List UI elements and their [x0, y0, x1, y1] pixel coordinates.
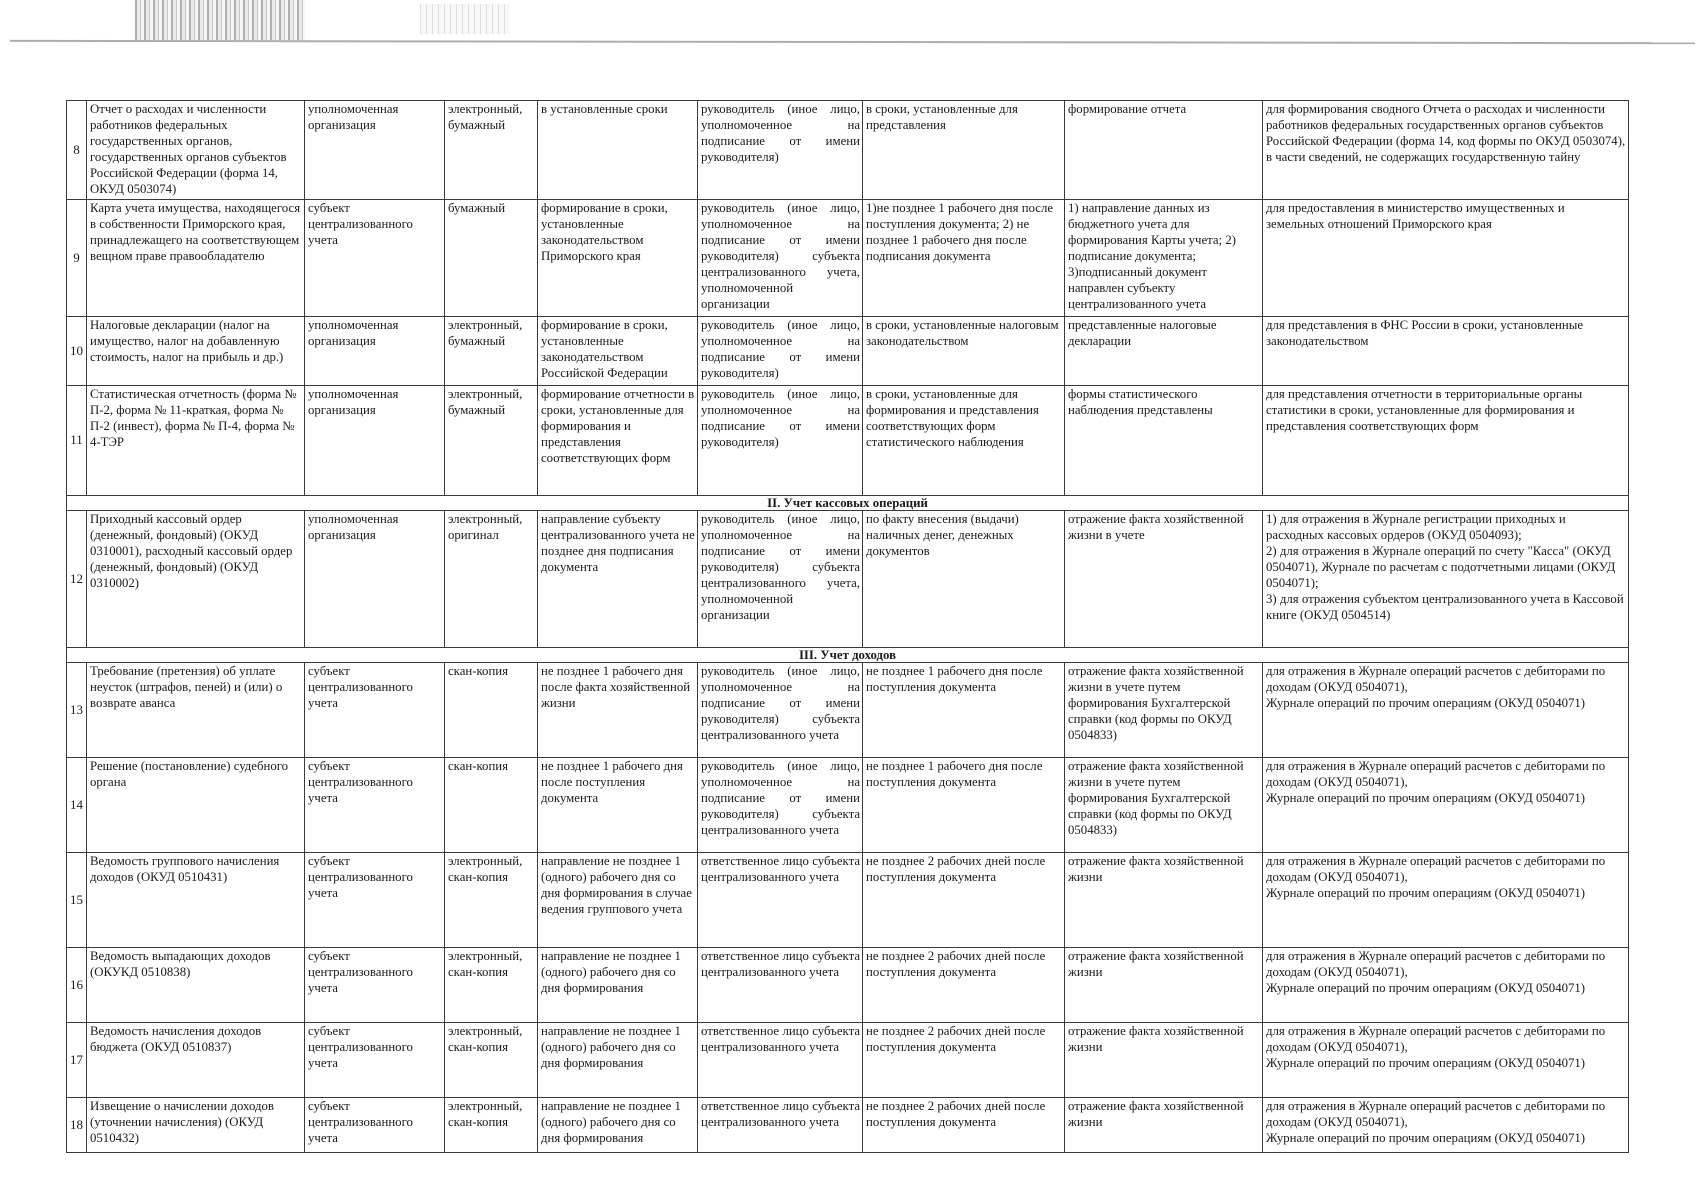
- cell-processing-deadline: [863, 1022, 1065, 1097]
- cell-document-preparer: [305, 199, 445, 316]
- cell-signatory: [698, 757, 863, 852]
- document-format-text: скан-копия: [448, 663, 509, 678]
- cell-row-number: [67, 1097, 87, 1152]
- cell-document-format: [445, 1097, 538, 1152]
- cell-document-name: [87, 510, 305, 647]
- cell-usage-purpose: [1263, 199, 1629, 316]
- cell-accounting-action: [1065, 199, 1263, 316]
- cell-accounting-action: [1065, 947, 1263, 1022]
- cell-usage-purpose: [1263, 101, 1629, 200]
- table-row: [67, 852, 1629, 947]
- cell-document-format: [445, 101, 538, 200]
- cell-row-number: [67, 757, 87, 852]
- signatory-text: руководитель (иное лицо, уполномоченное на подписание от имени руководителя) субъекта централизованного учета, уполномоченной организации: [701, 511, 860, 622]
- scan-barcode-mark: [135, 0, 305, 40]
- cell-submission-term: [538, 510, 698, 647]
- cell-document-format: [445, 199, 538, 316]
- cell-processing-deadline: [863, 1097, 1065, 1152]
- cell-processing-deadline: [863, 316, 1065, 385]
- table-body: [67, 101, 1629, 1153]
- accounting-action-text: отражение факта хозяйственной жизни в учете путем формирования Бухгалтерской справки (код формы по ОКУД 0504833): [1068, 663, 1244, 742]
- cell-processing-deadline: [863, 662, 1065, 757]
- scan-header-artifacts: [0, 0, 1698, 60]
- submission-term-text: не позднее 1 рабочего дня после факта хозяйственной жизни: [541, 663, 691, 710]
- cell-row-number: [67, 385, 87, 495]
- processing-deadline-text: не позднее 1 рабочего дня после поступления документа: [866, 758, 1043, 789]
- cell-accounting-action: [1065, 757, 1263, 852]
- cell-document-format: [445, 510, 538, 647]
- accounting-action-text: формы статистического наблюдения представлены: [1068, 386, 1213, 417]
- document-format-text: электронный, скан-копия: [448, 1023, 523, 1054]
- cell-document-name: [87, 947, 305, 1022]
- cell-document-preparer: [305, 1097, 445, 1152]
- document-name-text: Ведомость начисления доходов бюджета (ОКУД 0510837): [90, 1023, 262, 1054]
- signatory-text: руководитель (иное лицо, уполномоченное на подписание от имени руководителя): [701, 317, 860, 380]
- cell-submission-term: [538, 385, 698, 495]
- cell-usage-purpose: [1263, 662, 1629, 757]
- table-row: [67, 662, 1629, 757]
- processing-deadline-text: по факту внесения (выдачи) наличных денег, денежных документов: [866, 511, 1019, 558]
- usage-purpose-text: для предоставления в министерство имущественных и земельных отношений Приморского края: [1266, 200, 1565, 231]
- usage-purpose-text: для отражения в Журнале операций расчетов с дебиторами по доходам (ОКУД 0504071), Журнале операций по прочим операциям (ОКУД 0504071): [1266, 948, 1606, 995]
- cell-document-format: [445, 1022, 538, 1097]
- row-number-text: 10: [70, 342, 83, 358]
- usage-purpose-text: для отражения в Журнале операций расчетов с дебиторами по доходам (ОКУД 0504071), Журнале операций по прочим операциям (ОКУД 0504071): [1266, 758, 1606, 805]
- document-name-text: Статистическая отчетность (форма № П-2, форма № 11-краткая, форма № П-2 (инвест), форма № П-4, форма № 4-ТЭР: [90, 386, 297, 449]
- signatory-text: руководитель (иное лицо, уполномоченное на подписание от имени руководителя) субъекта централизованного учета: [701, 663, 860, 742]
- cell-processing-deadline: [863, 947, 1065, 1022]
- document-format-text: электронный, скан-копия: [448, 948, 523, 979]
- document-preparer-text: уполномоченная организация: [308, 511, 399, 542]
- cell-document-format: [445, 316, 538, 385]
- cell-usage-purpose: [1263, 1022, 1629, 1097]
- document-name-text: Налоговые декларации (налог на имущество, налог на добавленную стоимость, налог на прибыль и др.): [90, 317, 284, 364]
- cell-document-preparer: [305, 757, 445, 852]
- cell-submission-term: [538, 1097, 698, 1152]
- accounting-action-text: отражение факта хозяйственной жизни: [1068, 1023, 1244, 1054]
- cell-document-preparer: [305, 316, 445, 385]
- table-row: [67, 757, 1629, 852]
- cell-document-name: [87, 199, 305, 316]
- usage-purpose-text: для отражения в Журнале операций расчетов с дебиторами по доходам (ОКУД 0504071), Журнале операций по прочим операциям (ОКУД 0504071): [1266, 1098, 1606, 1145]
- accounting-action-text: отражение факта хозяйственной жизни в учете: [1068, 511, 1244, 542]
- cell-accounting-action: [1065, 510, 1263, 647]
- cell-accounting-action: [1065, 1022, 1263, 1097]
- row-number-text: 11: [70, 432, 83, 448]
- usage-purpose-text: для представления в ФНС России в сроки, установленные законодательством: [1266, 317, 1584, 348]
- document-preparer-text: субъект централизованного учета: [308, 663, 413, 710]
- cell-document-name: [87, 385, 305, 495]
- processing-deadline-text: 1)не позднее 1 рабочего дня после поступления документа; 2) не позднее 1 рабочего дня после подписания документа: [866, 200, 1054, 263]
- cell-row-number: [67, 510, 87, 647]
- cell-row-number: [67, 101, 87, 200]
- processing-deadline-text: в сроки, установленные для представления: [866, 102, 1018, 132]
- cell-row-number: [67, 662, 87, 757]
- cell-usage-purpose: [1263, 316, 1629, 385]
- cell-signatory: [698, 947, 863, 1022]
- cell-processing-deadline: [863, 385, 1065, 495]
- document-name-text: Карта учета имущества, находящегося в собственности Приморского края, принадлежащего на соответствующем вещном праве правообладателю: [90, 200, 301, 263]
- processing-deadline-text: в сроки, установленные для формирования и представления соответствующих форм статистического наблюдения: [866, 386, 1039, 449]
- document-format-text: электронный, скан-копия: [448, 1098, 523, 1129]
- cell-signatory: [698, 101, 863, 200]
- accounting-action-text: отражение факта хозяйственной жизни: [1068, 1098, 1244, 1129]
- cell-document-name: [87, 1097, 305, 1152]
- row-number-text: 15: [70, 891, 83, 907]
- submission-term-text: в установленные сроки: [541, 102, 668, 116]
- document-name-text: Приходный кассовый ордер (денежный, фондовый) (ОКУД 0310001), расходный кассовый ордер (денежный, фондовый) (ОКУД 0310002): [90, 511, 293, 590]
- cell-processing-deadline: [863, 510, 1065, 647]
- cell-usage-purpose: [1263, 1097, 1629, 1152]
- cell-submission-term: [538, 1022, 698, 1097]
- scan-smudge-mark: [420, 4, 510, 34]
- processing-deadline-text: не позднее 2 рабочих дней после поступления документа: [866, 948, 1046, 979]
- cell-processing-deadline: [863, 852, 1065, 947]
- document-preparer-text: субъект централизованного учета: [308, 1023, 413, 1070]
- cell-signatory: [698, 852, 863, 947]
- cell-accounting-action: [1065, 662, 1263, 757]
- cell-document-format: [445, 852, 538, 947]
- table-row: [67, 199, 1629, 316]
- cell-processing-deadline: [863, 757, 1065, 852]
- cell-signatory: [698, 1097, 863, 1152]
- document-preparer-text: субъект централизованного учета: [308, 948, 413, 995]
- processing-deadline-text: не позднее 1 рабочего дня после поступления документа: [866, 663, 1043, 694]
- document-format-text: электронный, бумажный: [448, 386, 523, 417]
- signatory-text: ответственное лицо субъекта централизованного учета: [701, 1023, 860, 1054]
- section-title: III. Учет доходов: [67, 647, 1629, 662]
- row-number-text: 17: [70, 1051, 83, 1067]
- cell-signatory: [698, 199, 863, 316]
- table-row: [67, 316, 1629, 385]
- section-header-row: [67, 495, 1629, 510]
- submission-term-text: направление не позднее 1 (одного) рабочего дня со дня формирования: [541, 948, 681, 995]
- row-number-text: 9: [73, 249, 80, 265]
- cell-document-preparer: [305, 852, 445, 947]
- processing-deadline-text: в сроки, установленные налоговым законодательством: [866, 317, 1059, 348]
- signatory-text: ответственное лицо субъекта централизованного учета: [701, 853, 860, 884]
- cell-accounting-action: [1065, 1097, 1263, 1152]
- cell-document-preparer: [305, 1022, 445, 1097]
- cell-usage-purpose: [1263, 947, 1629, 1022]
- cell-accounting-action: [1065, 101, 1263, 200]
- cell-row-number: [67, 1022, 87, 1097]
- signatory-text: ответственное лицо субъекта централизованного учета: [701, 948, 860, 979]
- cell-processing-deadline: [863, 199, 1065, 316]
- usage-purpose-text: для отражения в Журнале операций расчетов с дебиторами по доходам (ОКУД 0504071), Журнале операций по прочим операциям (ОКУД 0504071): [1266, 1023, 1606, 1070]
- cell-submission-term: [538, 757, 698, 852]
- usage-purpose-text: для представления отчетности в территориальные органы статистики в сроки, установленные для формирования и представления соответствующих форм: [1266, 386, 1583, 433]
- cell-usage-purpose: [1263, 385, 1629, 495]
- table-row: [67, 101, 1629, 200]
- accounting-action-text: отражение факта хозяйственной жизни: [1068, 948, 1244, 979]
- document-format-text: электронный, оригинал: [448, 511, 523, 542]
- accounting-action-text: 1) направление данных из бюджетного учета для формирования Карты учета; 2) подписание документа; 3)подписанный документ направлен субъекту централизованного учета: [1068, 200, 1236, 311]
- cell-submission-term: [538, 852, 698, 947]
- cell-row-number: [67, 947, 87, 1022]
- document-name-text: Ведомость группового начисления доходов (ОКУД 0510431): [90, 853, 280, 884]
- row-number-text: 18: [70, 1116, 83, 1132]
- row-number-text: 13: [70, 701, 83, 717]
- table-row: [67, 510, 1629, 647]
- table-row: [67, 1022, 1629, 1097]
- cell-document-name: [87, 316, 305, 385]
- document-name-text: Ведомость выпадающих доходов (ОКУКД 0510838): [90, 948, 271, 979]
- scan-top-rule: [10, 40, 1695, 44]
- accounting-action-text: представленные налоговые декларации: [1068, 317, 1217, 348]
- cell-signatory: [698, 1022, 863, 1097]
- cell-document-name: [87, 1022, 305, 1097]
- document-preparer-text: уполномоченная организация: [308, 317, 399, 348]
- document-preparer-text: уполномоченная организация: [308, 102, 399, 132]
- cell-accounting-action: [1065, 316, 1263, 385]
- row-number-text: 14: [70, 796, 83, 812]
- cell-row-number: [67, 852, 87, 947]
- cell-submission-term: [538, 662, 698, 757]
- document-format-text: электронный, бумажный: [448, 102, 523, 132]
- submission-term-text: направление не позднее 1 (одного) рабочего дня со дня формирования: [541, 1023, 681, 1070]
- submission-term-text: направление не позднее 1 (одного) рабочего дня со дня формирования: [541, 1098, 681, 1145]
- usage-purpose-text: для отражения в Журнале операций расчетов с дебиторами по доходам (ОКУД 0504071), Журнале операций по прочим операциям (ОКУД 0504071): [1266, 663, 1606, 710]
- document-preparer-text: субъект централизованного учета: [308, 200, 413, 247]
- document-preparer-text: субъект централизованного учета: [308, 853, 413, 900]
- document-name-text: Решение (постановление) судебного органа: [90, 758, 289, 789]
- cell-document-preparer: [305, 101, 445, 200]
- accounting-action-text: формирование отчета: [1068, 102, 1187, 116]
- cell-usage-purpose: [1263, 852, 1629, 947]
- signatory-text: руководитель (иное лицо, уполномоченное на подписание от имени руководителя): [701, 102, 860, 164]
- cell-usage-purpose: [1263, 510, 1629, 647]
- submission-term-text: формирование отчетности в сроки, установленные для формирования и представления соответствующих форм: [541, 386, 695, 465]
- accounting-action-text: отражение факта хозяйственной жизни в учете путем формирования Бухгалтерской справки (код формы по ОКУД 0504833): [1068, 758, 1244, 837]
- cell-document-name: [87, 662, 305, 757]
- cell-signatory: [698, 510, 863, 647]
- document-schedule-table: [66, 100, 1629, 1153]
- document-preparer-text: уполномоченная организация: [308, 386, 399, 417]
- table-row: [67, 385, 1629, 495]
- cell-row-number: [67, 199, 87, 316]
- submission-term-text: не позднее 1 рабочего дня после поступления документа: [541, 758, 683, 805]
- cell-row-number: [67, 316, 87, 385]
- cell-submission-term: [538, 199, 698, 316]
- document-name-text: Требование (претензия) об уплате неусток (штрафов, пеней) и (или) о возврате аванса: [90, 663, 283, 710]
- table-row: [67, 947, 1629, 1022]
- usage-purpose-text: для отражения в Журнале операций расчетов с дебиторами по доходам (ОКУД 0504071), Журнале операций по прочим операциям (ОКУД 0504071): [1266, 853, 1606, 900]
- cell-signatory: [698, 316, 863, 385]
- processing-deadline-text: не позднее 2 рабочих дней после поступления документа: [866, 853, 1046, 884]
- section-header-row: [67, 647, 1629, 662]
- cell-document-format: [445, 385, 538, 495]
- signatory-text: руководитель (иное лицо, уполномоченное на подписание от имени руководителя) субъекта централизованного учета, уполномоченной организации: [701, 200, 860, 311]
- cell-submission-term: [538, 101, 698, 200]
- cell-usage-purpose: [1263, 757, 1629, 852]
- submission-term-text: направление субъекту централизованного учета не позднее дня подписания документа: [541, 511, 695, 574]
- usage-purpose-text: 1) для отражения в Журнале регистрации приходных и расходных кассовых ордеров (ОКУД 0504093); 2) для отражения в Журнале операций по счету "Касса" (ОКУД 0504071), Журнале по расчетам с подотчетными лицами (ОКУД 0504071); 3) для отражения субъектом централизованного учета в Кассовой книге (ОКУД 0504514): [1266, 511, 1624, 622]
- accounting-action-text: отражение факта хозяйственной жизни: [1068, 853, 1244, 884]
- document-format-text: электронный, бумажный: [448, 317, 523, 348]
- signatory-text: руководитель (иное лицо, уполномоченное на подписание от имени руководителя) субъекта централизованного учета: [701, 758, 860, 837]
- cell-signatory: [698, 662, 863, 757]
- document-format-text: скан-копия: [448, 758, 509, 773]
- cell-processing-deadline: [863, 101, 1065, 200]
- cell-submission-term: [538, 316, 698, 385]
- cell-submission-term: [538, 947, 698, 1022]
- processing-deadline-text: не позднее 2 рабочих дней после поступления документа: [866, 1023, 1046, 1054]
- section-title: II. Учет кассовых операций: [67, 495, 1629, 510]
- signatory-text: ответственное лицо субъекта централизованного учета: [701, 1098, 860, 1129]
- cell-document-preparer: [305, 947, 445, 1022]
- document-name-text: Отчет о расходах и численности работников федеральных государственных органов, государственных органов субъектов Российской Федерации (форма 14, ОКУД 0503074): [90, 102, 287, 196]
- cell-document-name: [87, 757, 305, 852]
- processing-deadline-text: не позднее 2 рабочих дней после поступления документа: [866, 1098, 1046, 1129]
- row-number-text: 16: [70, 976, 83, 992]
- table-row: [67, 1097, 1629, 1152]
- cell-document-format: [445, 662, 538, 757]
- cell-document-name: [87, 852, 305, 947]
- row-number-text: 12: [70, 570, 83, 586]
- cell-accounting-action: [1065, 385, 1263, 495]
- cell-accounting-action: [1065, 852, 1263, 947]
- usage-purpose-text: для формирования сводного Отчета о расходах и численности работников федеральных государственных органов субъектов Российской Федерации (форма 14, код формы по ОКУД 0503074), в части сведений, не содержащих государственную тайну: [1266, 102, 1626, 164]
- document-preparer-text: субъект централизованного учета: [308, 758, 413, 805]
- cell-document-format: [445, 757, 538, 852]
- cell-document-name: [87, 101, 305, 200]
- signatory-text: руководитель (иное лицо, уполномоченное на подписание от имени руководителя): [701, 386, 860, 449]
- row-number-text: 8: [73, 141, 80, 157]
- cell-document-format: [445, 947, 538, 1022]
- document-name-text: Извещение о начислении доходов (уточнении начисления) (ОКУД 0510432): [90, 1098, 274, 1145]
- document-format-text: электронный, скан-копия: [448, 853, 523, 884]
- cell-document-preparer: [305, 510, 445, 647]
- document-format-text: бумажный: [448, 200, 506, 215]
- submission-term-text: направление не позднее 1 (одного) рабочего дня со дня формирования в случае ведения группового учета: [541, 853, 692, 916]
- submission-term-text: формирование в сроки, установленные законодательством Приморского края: [541, 200, 668, 263]
- submission-term-text: формирование в сроки, установленные законодательством Российской Федерации: [541, 317, 668, 380]
- document-preparer-text: субъект централизованного учета: [308, 1098, 413, 1145]
- cell-document-preparer: [305, 385, 445, 495]
- cell-signatory: [698, 385, 863, 495]
- cell-document-preparer: [305, 662, 445, 757]
